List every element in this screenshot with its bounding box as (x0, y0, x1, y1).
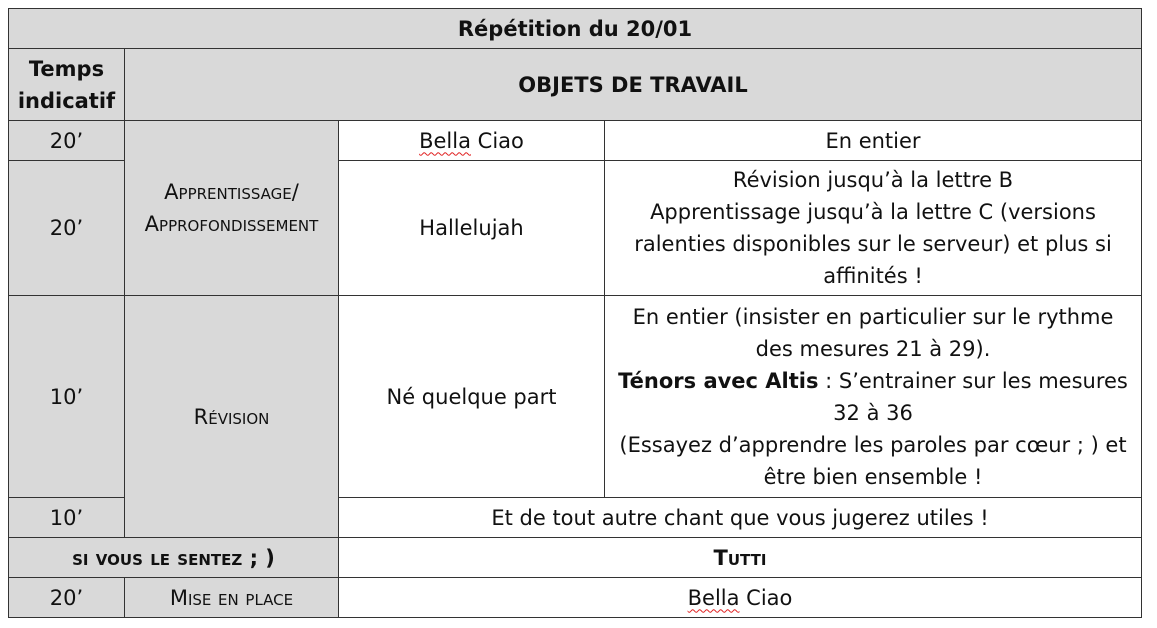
final-row (9, 578, 1142, 618)
spellcheck-word: Bella (419, 128, 471, 153)
piece-rest: Ciao (470, 128, 524, 153)
row-description (605, 296, 1142, 498)
row-piece (339, 121, 605, 161)
description-line: Apprentissage jusqu’à la lettre C (versions ralenties disponibles sur le serveur) et plus si affinités ! (634, 200, 1112, 288)
description-bold: Ténors avec Altis (618, 368, 819, 393)
bonus-value-text: Tutti (713, 545, 767, 570)
row-time: 10’ (9, 296, 125, 498)
description-line: Révision jusqu’à la lettre B (732, 168, 1014, 192)
row-piece: Né quelque part (339, 296, 605, 498)
row-category (125, 296, 339, 538)
description-line: En entier (insister en particulier sur le rythme des mesures 21 à 29). (632, 304, 1114, 361)
table-row (9, 121, 1142, 161)
category-line: Approfondissement (144, 212, 319, 236)
bonus-value (339, 538, 1142, 578)
rehearsal-table (8, 8, 1142, 618)
description-line (611, 365, 1135, 429)
row-time: 20’ (9, 578, 125, 618)
row-piece: Hallelujah (339, 161, 605, 296)
work-column-header: OBJETS DE TRAVAIL (125, 49, 1142, 121)
row-description: En entier (605, 121, 1142, 161)
table-title: Répétition du 20/01 (9, 9, 1142, 49)
category-label: Mise en place (169, 585, 294, 610)
row-time: 20’ (9, 121, 125, 161)
description-rest: : S’entrainer sur les mesures 32 à 36 (818, 368, 1128, 425)
bonus-label (9, 538, 339, 578)
category-label: Révision (193, 404, 270, 429)
spellcheck-word: Bella (687, 585, 740, 610)
row-category (125, 121, 339, 296)
table-row (9, 296, 1142, 498)
category-line: Apprentissage/ (164, 180, 299, 204)
bonus-row (9, 538, 1142, 578)
bonus-label-text: si vous le sentez ; ) (72, 545, 275, 570)
time-column-header: Temps indicatif (9, 49, 125, 121)
piece-rest: Ciao (739, 585, 793, 610)
row-category (125, 578, 339, 618)
row-time: 20’ (9, 161, 125, 296)
row-description: Et de tout autre chant que vous jugerez utiles ! (339, 498, 1142, 538)
row-description (605, 161, 1142, 296)
row-piece (339, 578, 1142, 618)
description-line: (Essayez d’apprendre les paroles par cœur ; ) et être bien ensemble ! (619, 432, 1127, 489)
row-time: 10’ (9, 498, 125, 538)
